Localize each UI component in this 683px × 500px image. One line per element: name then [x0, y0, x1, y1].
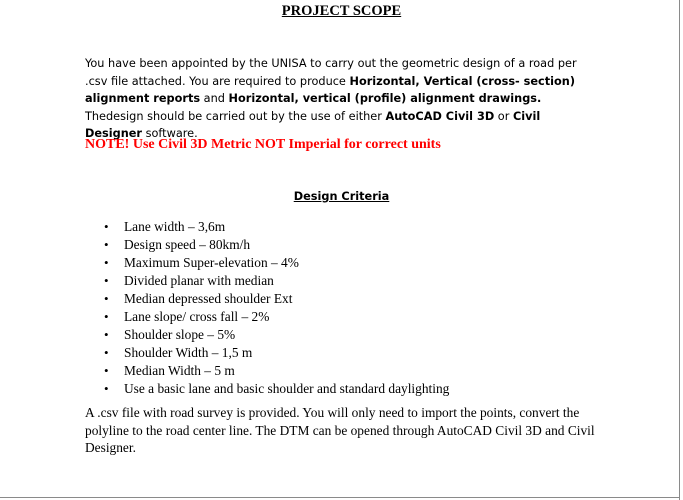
- intro-bold-2: Horizontal, vertical (profile) alignment drawings.: [228, 92, 542, 106]
- list-item-text: Median depressed shoulder Ext: [124, 291, 293, 306]
- list-item: [104, 380, 449, 398]
- list-item: [104, 308, 449, 326]
- page-edge-bottom: [0, 497, 680, 498]
- intro-text-4: or: [494, 109, 513, 123]
- list-item: [104, 272, 449, 290]
- note-warning: NOTE! Use Civil 3D Metric NOT Imperial for correct units: [85, 137, 441, 152]
- bullet-icon: •: [104, 345, 109, 360]
- intro-text-1: You have been appointed by the UNISA to carry out the geometric design of a road per .csv file attached. You are required to produce: [85, 57, 577, 88]
- criteria-heading: Design Criteria: [293, 190, 390, 203]
- bullet-icon: •: [104, 255, 109, 270]
- bullet-icon: •: [104, 363, 109, 378]
- bullet-icon: •: [104, 291, 109, 306]
- list-item: [104, 362, 449, 380]
- closing-paragraph: A .csv file with road survey is provided. You will only need to import the points, convert the polyline to the road center line. The DTM can be opened through AutoCAD Civil 3D and Civil Designer.: [85, 405, 595, 455]
- list-item-text: Lane slope/ cross fall – 2%: [124, 309, 270, 324]
- list-item: [104, 344, 449, 362]
- bullet-icon: •: [104, 327, 109, 342]
- bullet-icon: •: [104, 237, 109, 252]
- intro-text-3: Thedesign should be carried out by the use of either: [85, 109, 386, 123]
- list-item: [104, 254, 449, 272]
- intro-paragraph: [85, 55, 595, 143]
- page-title: PROJECT SCOPE: [281, 3, 402, 19]
- bullet-icon: •: [104, 273, 109, 288]
- bullet-icon: •: [104, 381, 109, 396]
- intro-text-2: and: [200, 92, 229, 106]
- list-item-text: Design speed – 80km/h: [124, 237, 251, 252]
- list-item-text: Divided planar with median: [124, 273, 274, 288]
- list-item-text: Maximum Super-elevation – 4%: [124, 255, 299, 270]
- list-item-text: Shoulder slope – 5%: [124, 327, 236, 342]
- bullet-icon: •: [104, 219, 109, 234]
- page-edge-right: [679, 0, 680, 500]
- list-item-text: Median Width – 5 m: [124, 363, 235, 378]
- list-item: [104, 290, 449, 308]
- list-item-text: Shoulder Width – 1,5 m: [124, 345, 253, 360]
- intro-bold-3: AutoCAD Civil 3D: [385, 109, 495, 123]
- intro-bold-4: Civil Designer: [85, 109, 541, 141]
- list-item: [104, 326, 449, 344]
- intro-text-5: software.: [142, 127, 198, 141]
- bullet-icon: •: [104, 309, 109, 324]
- list-item-text: Lane width – 3,6m: [124, 219, 226, 234]
- list-item: [104, 218, 449, 236]
- criteria-list: [104, 218, 449, 398]
- intro-bold-1: Horizontal, Vertical (cross- section) alignment reports: [85, 74, 575, 106]
- list-item-text: Use a basic lane and basic shoulder and standard daylighting: [124, 381, 450, 396]
- list-item: [104, 236, 449, 254]
